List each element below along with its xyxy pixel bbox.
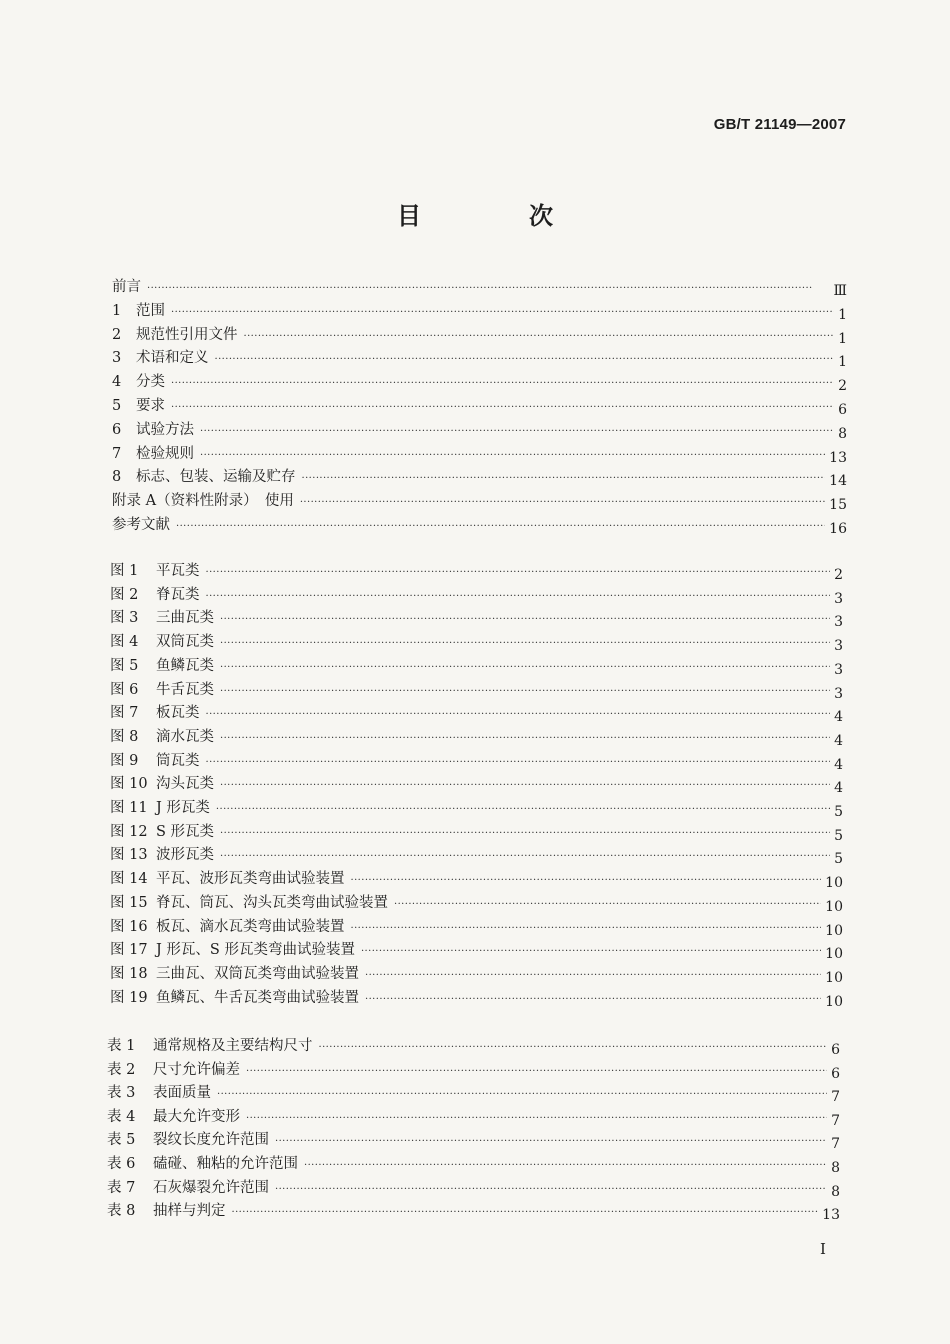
- toc-entry-title: 表面质量: [153, 1085, 211, 1102]
- toc-entry-title: 双筒瓦类: [156, 634, 214, 651]
- toc-entry-number: 7: [112, 445, 122, 462]
- dot-leader: [200, 447, 825, 465]
- toc-entry-page: 8: [838, 425, 847, 442]
- toc-entry-number: 图 12: [110, 823, 148, 840]
- toc-figure-row[interactable]: [110, 700, 843, 726]
- toc-entry-page: 8: [831, 1183, 840, 1200]
- toc-entry-page: 10: [825, 922, 843, 939]
- dot-leader: [171, 304, 834, 322]
- toc-entry-title: 要求: [136, 398, 165, 414]
- toc-table-row[interactable]: [107, 1127, 840, 1153]
- toc-entry-title: 尺寸允许偏差: [153, 1061, 240, 1078]
- toc-entry-page: 7: [831, 1089, 840, 1106]
- toc-figure-row[interactable]: [110, 605, 843, 631]
- toc-figure-row[interactable]: [110, 582, 843, 607]
- toc-entry-page: 14: [829, 473, 847, 490]
- toc-entry-title: S 形瓦类: [156, 823, 215, 840]
- toc-entry-page: 8: [831, 1160, 840, 1176]
- toc-entry-page: 6: [831, 1042, 840, 1058]
- toc-figure-row[interactable]: [110, 819, 843, 844]
- toc-entry-number: 图 10: [110, 776, 148, 793]
- dot-leader: [206, 706, 831, 724]
- toc-entry-page: 3: [834, 590, 843, 607]
- toc-chapter-row[interactable]: [112, 322, 847, 347]
- toc-figure-row[interactable]: [110, 771, 843, 797]
- toc-entry-title: 前言: [112, 279, 141, 295]
- toc-entry-number: 图 11: [110, 800, 148, 816]
- toc-entry-number: 图 15: [110, 894, 148, 911]
- dot-leader: [365, 991, 821, 1009]
- toc-entry-title: 筒瓦类: [156, 752, 200, 769]
- toc-figure-row[interactable]: [110, 795, 843, 820]
- toc-figure-row[interactable]: [110, 890, 843, 915]
- toc-entry-title: 抽样与判定: [153, 1203, 226, 1220]
- toc-chapter-row[interactable]: [112, 464, 847, 490]
- toc-entry-page: 2: [834, 567, 843, 583]
- toc-entry-title: 波形瓦类: [156, 847, 214, 864]
- toc-entry-number: 图 2: [110, 586, 139, 603]
- toc-entry-page: 10: [825, 946, 843, 963]
- toc-figure-row[interactable]: [110, 985, 843, 1010]
- toc-entry-number: 表 7: [107, 1179, 136, 1196]
- toc-entry-page: 5: [834, 851, 843, 868]
- toc-entry-title: 分类: [136, 374, 165, 391]
- toc-entry-title: 试验方法: [136, 421, 194, 438]
- toc-figure-row[interactable]: [110, 961, 843, 986]
- toc-entry-title: 板瓦、滴水瓦类弯曲试验装置: [156, 918, 345, 935]
- toc-entry-page: 3: [834, 614, 843, 631]
- page-folio: I: [820, 1240, 826, 1258]
- toc-table-row[interactable]: [107, 1080, 840, 1106]
- dot-leader: [171, 399, 834, 417]
- toc-entry-page: 10: [825, 898, 843, 915]
- toc-entry-number: 图 14: [110, 871, 148, 888]
- toc-entry-number: 表 1: [107, 1038, 136, 1054]
- toc-entry-number: 图 5: [110, 657, 139, 674]
- toc-figure-row[interactable]: [110, 937, 843, 963]
- toc-entry-number: 表 3: [107, 1085, 136, 1102]
- toc-entry-number: 图 7: [110, 705, 139, 722]
- dot-leader: [232, 1204, 819, 1222]
- toc-table-row[interactable]: [107, 1057, 840, 1082]
- dot-leader: [200, 423, 834, 441]
- toc-entry-page: 5: [834, 827, 843, 844]
- toc-entry-number: 图 3: [110, 610, 139, 627]
- dot-leader: [394, 896, 821, 914]
- toc-entry-number: 图 18: [110, 965, 148, 982]
- toc-entry-title: 脊瓦类: [156, 586, 200, 603]
- toc-entry-title: 检验规则: [136, 445, 194, 462]
- toc-entry-page: 3: [834, 638, 843, 655]
- dot-leader: [220, 777, 830, 795]
- toc-entry-title: J 形瓦类: [156, 800, 210, 816]
- toc-figure-row[interactable]: [110, 914, 843, 939]
- toc-entry-page: 2: [838, 378, 847, 395]
- dot-leader: [220, 730, 830, 748]
- dot-leader: [361, 943, 821, 961]
- toc-figure-row[interactable]: [110, 842, 843, 868]
- dot-leader: [302, 470, 826, 488]
- toc-entry-number: 1: [112, 302, 122, 319]
- toc-chapter-row[interactable]: [112, 512, 847, 537]
- dot-leader: [275, 1181, 827, 1199]
- toc-entry-number: 图 9: [110, 752, 139, 769]
- toc-chapter-row[interactable]: [112, 274, 847, 299]
- dot-leader: [246, 1063, 827, 1081]
- toc-chapter-row[interactable]: [112, 393, 847, 418]
- toc-entry-number: 图 4: [110, 634, 139, 651]
- toc-table-row[interactable]: [107, 1198, 840, 1224]
- toc-entry-page: 4: [834, 732, 843, 749]
- dot-leader: [351, 872, 822, 890]
- toc-entry-number: 表 5: [107, 1132, 136, 1149]
- dot-leader: [147, 280, 829, 298]
- toc-entry-number: 表 6: [107, 1156, 136, 1172]
- dot-leader: [304, 1157, 827, 1175]
- toc-entry-title: 术语和定义: [136, 350, 209, 367]
- dot-leader: [206, 564, 831, 582]
- toc-entry-page: 10: [825, 875, 843, 892]
- dot-leader: [246, 1110, 827, 1128]
- toc-entry-title: 石灰爆裂允许范围: [153, 1179, 269, 1196]
- toc-entry-page: 4: [834, 780, 843, 797]
- toc-chapter-row[interactable]: [112, 488, 847, 514]
- toc-table-row[interactable]: [107, 1104, 840, 1129]
- toc-entry-title: 脊瓦、筒瓦、沟头瓦类弯曲试验装置: [156, 894, 388, 911]
- toc-entry-page: 3: [834, 685, 843, 702]
- toc-entry-title: 沟头瓦类: [156, 776, 214, 793]
- toc-chapter-row[interactable]: [112, 369, 847, 395]
- dot-leader: [220, 635, 830, 653]
- toc-entry-page: 13: [829, 449, 847, 466]
- toc-entry-number: 图 13: [110, 847, 148, 864]
- toc-entry-page: 10: [825, 969, 843, 986]
- dot-leader: [206, 754, 831, 772]
- toc-entry-page: 4: [834, 756, 843, 773]
- toc-figure-row[interactable]: [110, 866, 843, 892]
- toc-entry-number: 表 8: [107, 1203, 136, 1220]
- toc-entry-title: 平瓦类: [156, 563, 200, 579]
- toc-entry-title: 鱼鳞瓦、牛舌瓦类弯曲试验装置: [156, 989, 359, 1006]
- toc-entry-title: 规范性引用文件: [136, 326, 238, 343]
- toc-entry-page: 6: [838, 402, 847, 418]
- toc-entry-number: 3: [112, 350, 122, 367]
- standard-number: GB/T 21149—2007: [713, 116, 846, 133]
- dot-leader: [206, 588, 831, 606]
- toc-entry-title: 平瓦、波形瓦类弯曲试验装置: [156, 871, 345, 888]
- toc-entry-page: 10: [825, 993, 843, 1010]
- toc-chapter-row[interactable]: [112, 298, 847, 323]
- toc-entry-title: 附录 A（资料性附录） 使用: [112, 493, 294, 510]
- toc-entry-number: 8: [112, 469, 122, 486]
- toc-entry-page: 13: [822, 1207, 840, 1224]
- dot-leader: [216, 801, 830, 819]
- toc-figure-row[interactable]: [110, 629, 843, 655]
- toc-entry-page: 5: [834, 804, 843, 820]
- dot-leader: [220, 659, 830, 677]
- toc-entry-title: 范围: [136, 302, 165, 319]
- toc-figure-row[interactable]: [110, 653, 843, 678]
- toc-entry-page: 3: [834, 661, 843, 678]
- toc-entry-title: 三曲瓦、双筒瓦类弯曲试验装置: [156, 965, 359, 982]
- toc-entry-number: 5: [112, 398, 122, 414]
- toc-entry-title: J 形瓦、S 形瓦类弯曲试验装置: [156, 942, 355, 959]
- toc-entry-title: 鱼鳞瓦类: [156, 657, 214, 674]
- dot-leader: [351, 920, 822, 938]
- toc-entry-title: 最大允许变形: [153, 1108, 240, 1125]
- dot-leader: [220, 825, 830, 843]
- toc-entry-number: 图 1: [110, 563, 139, 579]
- dot-leader: [220, 611, 830, 629]
- toc-figure-row[interactable]: [110, 677, 843, 702]
- toc-entry-page: 16: [829, 521, 847, 537]
- toc-chapter-row[interactable]: [112, 441, 847, 466]
- toc-entry-number: 6: [112, 421, 122, 438]
- toc-entry-page: 1: [838, 354, 847, 371]
- toc-entry-page: 15: [829, 497, 847, 514]
- toc-entry-page: 6: [831, 1065, 840, 1082]
- toc-entry-title: 滴水瓦类: [156, 728, 214, 745]
- toc-entry-title: 板瓦类: [156, 705, 200, 722]
- dot-leader: [215, 351, 835, 369]
- toc-entry-number: 图 19: [110, 989, 148, 1006]
- dot-leader: [220, 848, 830, 866]
- toc-table-row[interactable]: [107, 1175, 840, 1200]
- dot-leader: [275, 1133, 827, 1151]
- toc-entry-page: 7: [831, 1112, 840, 1129]
- dot-leader: [244, 328, 835, 346]
- dot-leader: [217, 1086, 827, 1104]
- toc-entry-number: 图 17: [110, 942, 148, 959]
- toc-entry-number: 图 8: [110, 728, 139, 745]
- toc-entry-number: 图 16: [110, 918, 148, 935]
- dot-leader: [171, 375, 834, 393]
- toc-entry-title: 裂纹长度允许范围: [153, 1132, 269, 1149]
- toc-chapter-row[interactable]: [112, 417, 847, 442]
- toc-figure-row[interactable]: [110, 558, 843, 583]
- toc-entry-title: 牛舌瓦类: [156, 681, 214, 698]
- toc-entry-title: 参考文献: [112, 517, 170, 533]
- dot-leader: [319, 1039, 828, 1057]
- page-title: 目 次: [397, 202, 595, 230]
- toc-entry-number: 图 6: [110, 681, 139, 698]
- toc-entry-page: 4: [834, 709, 843, 726]
- toc-entry-page: Ⅲ: [833, 283, 847, 299]
- toc-table-row[interactable]: [107, 1033, 840, 1058]
- toc-figure-row[interactable]: [110, 748, 843, 773]
- dot-leader: [220, 683, 830, 701]
- toc-chapter-row[interactable]: [112, 345, 847, 371]
- toc-entry-number: 4: [112, 374, 122, 391]
- toc-entry-page: 1: [838, 330, 847, 347]
- dot-leader: [365, 967, 821, 985]
- toc-entry-title: 磕碰、釉粘的允许范围: [153, 1156, 298, 1172]
- toc-entry-title: 通常规格及主要结构尺寸: [153, 1038, 313, 1054]
- toc-entry-title: 标志、包装、运输及贮存: [136, 469, 296, 486]
- toc-table-row[interactable]: [107, 1151, 840, 1176]
- toc-entry-number: 表 2: [107, 1061, 136, 1078]
- toc-entry-page: 1: [838, 306, 847, 323]
- toc-entry-page: 7: [831, 1136, 840, 1153]
- toc-figure-row[interactable]: [110, 724, 843, 749]
- dot-leader: [176, 518, 825, 536]
- dot-leader: [300, 494, 825, 512]
- toc-entry-number: 表 4: [107, 1108, 136, 1125]
- toc-entry-title: 三曲瓦类: [156, 610, 214, 627]
- toc-entry-number: 2: [112, 326, 122, 343]
